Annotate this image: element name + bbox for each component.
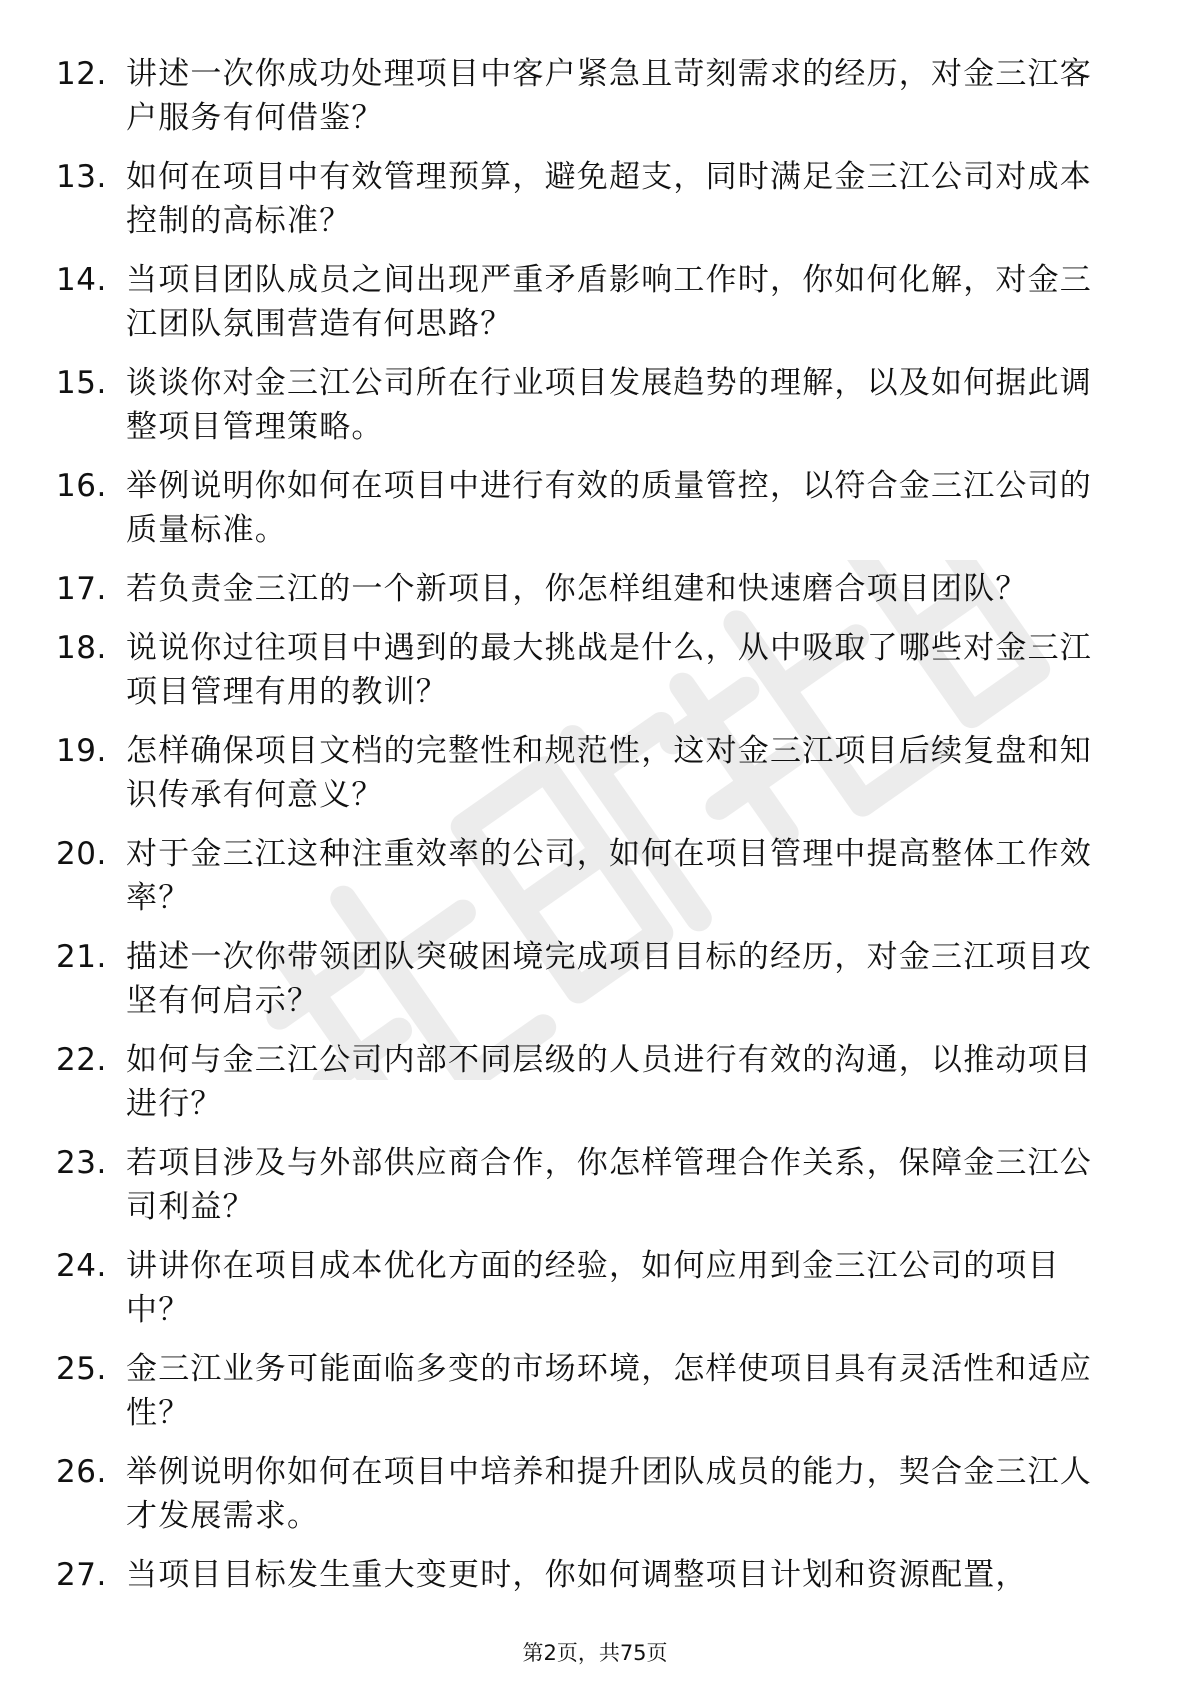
question-number: 20.: [56, 836, 107, 872]
question-item: [56, 832, 1116, 920]
question-text: 对于金三江这种注重效率的公司，如何在项目管理中提高整体工作效率？: [126, 836, 1092, 916]
question-number: 13.: [56, 159, 107, 195]
question-number: 17.: [56, 571, 107, 607]
question-item: [56, 52, 1116, 140]
question-item: [56, 464, 1116, 552]
question-number: 26.: [56, 1454, 107, 1490]
question-number: 24.: [56, 1248, 107, 1284]
question-text: 如何与金三江公司内部不同层级的人员进行有效的沟通，以推动项目进行？: [126, 1042, 1092, 1122]
question-text: 当项目目标发生重大变更时，你如何调整项目计划和资源配置，: [126, 1557, 1028, 1593]
question-text: 金三江业务可能面临多变的市场环境，怎样使项目具有灵活性和适应性？: [126, 1351, 1092, 1431]
question-text: 说说你过往项目中遇到的最大挑战是什么，从中吸取了哪些对金三江项目管理有用的教训？: [126, 630, 1092, 710]
question-number: 18.: [56, 630, 107, 666]
question-item: [56, 626, 1116, 714]
question-item: [56, 1450, 1116, 1538]
question-number: 15.: [56, 365, 107, 401]
question-text: 当项目团队成员之间出现严重矛盾影响工作时，你如何化解，对金三江团队氛围营造有何思路？: [126, 262, 1092, 342]
question-number: 23.: [56, 1145, 107, 1181]
question-number: 12.: [56, 56, 107, 92]
question-item: [56, 1038, 1116, 1126]
question-item: [56, 1244, 1116, 1332]
question-number: 19.: [56, 733, 107, 769]
question-text: 谈谈你对金三江公司所在行业项目发展趋势的理解，以及如何据此调整项目管理策略。: [126, 365, 1092, 445]
question-number: 16.: [56, 468, 107, 504]
question-item: [56, 1553, 1116, 1597]
question-item: [56, 1347, 1116, 1435]
question-text: 若项目涉及与外部供应商合作，你怎样管理合作关系，保障金三江公司利益？: [126, 1145, 1092, 1225]
question-item: [56, 729, 1116, 817]
question-number: 14.: [56, 262, 107, 298]
question-item: [56, 935, 1116, 1023]
question-item: [56, 1141, 1116, 1229]
question-text: 若负责金三江的一个新项目，你怎样组建和快速磨合项目团队？: [126, 571, 1028, 607]
question-number: 22.: [56, 1042, 107, 1078]
question-number: 21.: [56, 939, 107, 975]
question-number: 25.: [56, 1351, 107, 1387]
question-text: 描述一次你带领团队突破困境完成项目目标的经历，对金三江项目攻坚有何启示？: [126, 939, 1092, 1019]
question-item: [56, 361, 1116, 449]
question-text: 讲讲你在项目成本优化方面的经验，如何应用到金三江公司的项目中？: [126, 1248, 1060, 1328]
question-text: 如何在项目中有效管理预算，避免超支，同时满足金三江公司对成本控制的高标准？: [126, 159, 1092, 239]
question-number: 27.: [56, 1557, 107, 1593]
question-text: 举例说明你如何在项目中培养和提升团队成员的能力，契合金三江人才发展需求。: [126, 1454, 1092, 1534]
question-item: [56, 155, 1116, 243]
question-text: 怎样确保项目文档的完整性和规范性，这对金三江项目后续复盘和知识传承有何意义？: [126, 733, 1092, 813]
question-item: [56, 567, 1116, 611]
question-text: 讲述一次你成功处理项目中客户紧急且苛刻需求的经历，对金三江客户服务有何借鉴？: [126, 56, 1092, 136]
page-footer: 第2页，共75页: [522, 1641, 668, 1665]
question-text: 举例说明你如何在项目中进行有效的质量管控，以符合金三江公司的质量标准。: [126, 468, 1092, 548]
question-list: [56, 52, 1116, 1612]
question-item: [56, 258, 1116, 346]
